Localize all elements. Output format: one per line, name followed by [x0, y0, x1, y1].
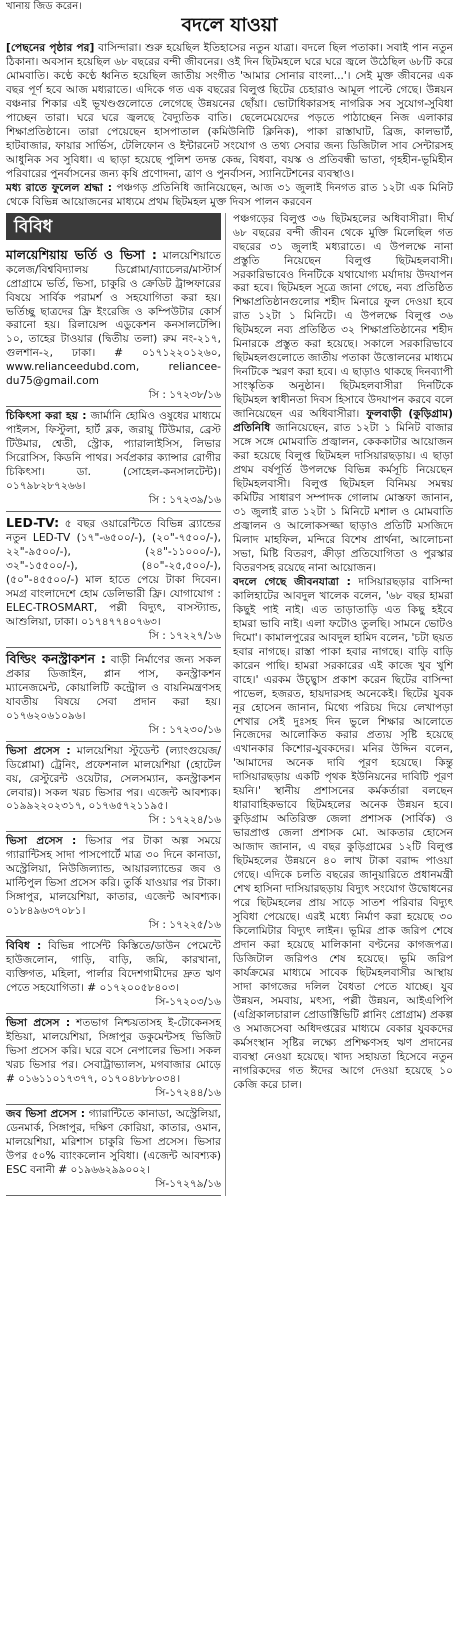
continued-tag: [পেছনের পৃষ্ঠার পর] — [6, 42, 95, 54]
article-lead — [6, 42, 453, 210]
classified-ad-title: বিবিধ : — [6, 940, 42, 953]
article-text-3: দাসিয়ারছড়ার বাসিন্দা কালিহাটের আবদুল খালেক বলেন, '৬৮ বছর হামরা কিছুই পাই নাই। এত তাড়াতাড়ি এত কিছু হইবে হামরা ভাবি নাই। এলা ফটোও তুলছি। সামনে ভোটও দিমো'। কামালপুরের আবদুল হামিদ বলেন, 'চটা ছয়ত হবার নাগছে। রাস্তা পাকা হবার নাগছে। বাড়ি বাড়ি কারেন পাছি। হামরা সরকারের এই কাজে খুব খুশি বাহে।' এরকম উচ্ছ্বাস প্রকাশ করেন ছিটের বাসিন্দা পাভেল, হজরত, হায়দারসহ অনেকেই। ছিটের যুবক নূর হোসেন জানান, মিথ্যে পরিচয় দিয়ে লেখাপড়া শেখার সেই দুঃসহ দিন ভুলে শিক্ষার আলোতে নিজেদের আলোকিত করার প্রত্যয় সৃষ্টি হয়েছে এখানকার কিশোর-যুবকদের। মনির উদ্দিন বলেন, 'আমাদের অনেক দাবি পূরণ হয়েছে। কিন্তু দাসিয়ারছড়ায় একটি পৃথক ইউনিয়নের দাবিটি পূরণ হয়নি।' স্থানীয় প্রশাসনের কর্মকর্তারা বলছেন ধারাবাহিকভাবে ছিটমহলের অনেক উন্নয়ন হবে। কুড়িগ্রাম অতিরিক্ত জেলা প্রশাসক (সার্বিক) ও ভারপ্রাপ্ত জেলা প্রশাসক মো. আকতার হোসেন আজাদ জানান, এ বছর কুড়িগ্রামের ১২টি বিলুপ্ত ছিটমহলের উন্নয়নে ৪০ লাখ টাকা বরাদ্দ পাওয়া গেছে। এদিকে চলতি বছরের জানুয়ারিতে প্রধানমন্ত্রী শেখ হাসিনা দাসিয়ারছড়ায় বিদ্যুৎ সংযোগ উদ্বোধনের পরে ছিটমহলের প্রায় সাড়ে সাতশ পরিবার বিদ্যুৎ সুবিধা পেয়েছে। এরই মধ্যে নির্মাণ করা হয়েছে ৩০ কিলোমিটার বিদ্যুৎ লাইন। ভূমির প্রাক জরিপ শেষে প্রদান করা হয়েছে মালিকানা বণ্টনের কাগজপত্র। ডিজিটাল জরিপও শেষ হয়েছে। ভূমি জরিপ কার্যক্রমের মাধ্যমে সাবেক ছিটমহলবাসীর আস্থায় সাদা কাগজের দলিল বৈধতা পেতে যাচ্ছে। যুব উন্নয়ন, সমবায়, মৎস্য, পল্লী উন্নয়ন, আইএপিপি (এগ্রিকালচারাল প্রোডাক্টিভিটি প্লানিং প্রোগ্রাম) প্রকল্প ও সমাজসেবা অধিদপ্তরের মাধ্যমে বেকার যুবকদের কর্মসংস্থান সৃষ্টির লক্ষ্যে প্রশিক্ষণসহ ঋণ প্রদানের ব্যবস্থা নেওয়া হয়েছে। খাদ্য সহায়তা হিসেবে নতুন নাগরিকদের গত ঈদের আগে দেওয়া হয়েছে ১০ কেজি করে চাল। — [233, 575, 453, 1091]
lead-text: বাসিন্দারা। শুরু হয়েছিল ইতিহাসের নতুন যাত্রা। বদলে ছিল পতাকা। সবাই পান নতুন ঠিকানা। অবসান হয়েছিল ৬৮ বছরের বন্দী জীবনের। ওই দিন ছিটমহলে ঘরে ঘরে জ্বলে উঠেছিল ৬৮টি করে মোমবাতি। কণ্ঠে কণ্ঠে ধ্বনিত হয়েছিল জাতীয় সংগীত 'আমার সোনার বাংলা...'। সেই মুক্ত জীবনের এক বছর পূর্ণ হবে আজ মধ্যরাতে। এদিকে গত এক বছরের বিলুপ্ত ছিটের চেহারাও আমূল পাল্টে গেছে। উন্নয়ন বঞ্চনার শিকার এই ভূখণ্ডগুলোতে লেগেছে উন্নয়নের ছোঁয়া। ভোটাধিকারসহ নাগরিক সব সুযোগ-সুবিধা পাচ্ছেন তারা। ঘরে ঘরে জ্বলছে বৈদ্যুতিক বাতি। ছেলেমেয়েদের পড়তে পাঠাচ্ছেন নিজ এলাকার শিক্ষাপ্রতিষ্ঠানে। তারা পেয়েছেন হাসপাতাল (কমিউনিটি ক্লিনিক), পাকা রাস্তাঘাট, ব্রিজ, কালভার্ট, হাটবাজার, ফায়ার সার্ভিস, টেলিফোন ও ইন্টারনেট সংযোগ ও তথ্য সেবার জন্য ডিজিটাল সাব সেন্টারসহ আধুনিক সব সুবিধা। এ ছাড়া হয়েছে পুলিশ তদন্ত কেন্দ্র, বিধবা, বয়স্ক ও প্রতিবন্ধী ভাতা, গৃহহীন-ভূমিহীন পরিবারের পুনর্বাসনের জন্য কৃষি প্রণোদনা, ত্রাণ ও পুনর্বাসন, স্যানিটেশনের ব্যবস্থাও। — [6, 42, 453, 180]
classifieds-column — [6, 213, 226, 1196]
classified-ad-title: LED-TV: — [6, 515, 60, 531]
classified-ad-ref: সি : ১৭২২৭/১৬ — [148, 629, 221, 642]
midnight-paragraph — [6, 182, 453, 210]
classified-ad — [6, 937, 221, 1014]
classified-ad — [6, 407, 221, 512]
article-text-1: পঞ্চগড়ের বিলুপ্ত ৩৬ ছিটমহলের অধিবাসীরা। দীর্ঘ ৬৮ বছরের বন্দী জীবন থেকে মুক্তি মিলেছিল গত বছরের ৩১ জুলাই মধ্যরাতে। এ উপলক্ষে নানা প্রস্তুতি নিয়েছেন বিলুপ্ত ছিটমহলবাসী। সরকারিভাবেও দিনটিকে যথাযোগ্য মর্যাদায় উদযাপন করা হবে। ছিটমহল সূত্রে জানা গেছে, নব্য প্রতিষ্ঠিত শিক্ষাপ্রতিষ্ঠানগুলোর শহীদ মিনারে ফুল দেওয়া হবে রাত ১২টা ১ মিনিটে। এ উপলক্ষে বিলুপ্ত ৩৬ ছিটমহলে নব্য প্রতিষ্ঠিত ৩২ শিক্ষাপ্রতিষ্ঠানের শহীদ মিনারকে প্রস্তুত করা হয়েছে। সকালে সরকারিভাবে ছিটমহলগুলোতে জাতীয় পতাকা উত্তোলনের মাধ্যমে দিনটিকে স্মরণ করা হবে। এ ছাড়াও থাকছে দিনব্যাপী সাংস্কৃতিক অনুষ্ঠান। ছিটমহলবাসীরা দিনটিকে ছিটমহল স্বাধীনতা দিবস হিসাবে উদযাপন করবে বলে জানিয়েছেন এর অধিবাসীরা। — [233, 212, 453, 421]
classified-ad-title: ভিসা প্রসেস : — [6, 1017, 71, 1030]
classified-ad-body: মালয়েশিয়াতে কলেজ/বিশ্ববিদ্যালয় ডিপ্লোমা/ব্যাচেলর/মাস্টার্স প্রোগ্রামে ভর্তি, ভিসা, চাকুরি ও ক্রেডিট ট্রান্সফারের বিষয়ে সার্বিক পরামর্শ ও সহযোগিতা করা হয়। ভর্তিচ্ছু ছাত্রদের ফ্রি ইংরেজি ও কম্পিউটার কোর্স করানো হয়। রিলায়েন্স এডুকেশন কনসালটেন্সি। ১০, তাহের টাওয়ার (দ্বিতীয় তলা) রুম নং-২১৭, গুলশান-২, ঢাকা। # ০১৭১২২০১২৬০, www.relianceedubd.com, reliancee-du75@gmail.com — [6, 249, 222, 388]
classified-ad-ref: সি : ১৭২২৫/১৬ — [148, 919, 221, 932]
classified-ad-ref: সি : ১৭২২৪/১৬ — [148, 814, 221, 827]
midnight-text: পঞ্চগড় প্রতিনিধি জানিয়েছেন, আজ ৩১ জুলাই দিনগত রাত ১২টা এক মিনিট থেকে বিভিন্ন আয়োজনের মাধ্যমে প্রথম ছিটমহল মুক্ত দিবস পালন করবেন — [6, 181, 453, 208]
life-subhead: বদলে গেছে জীবনযাত্রা : — [233, 575, 351, 588]
classified-ad-title: জব ভিসা প্রসেস : — [6, 1107, 85, 1120]
classified-ad — [6, 648, 221, 742]
classified-ad — [6, 742, 221, 833]
classified-ad-title: ভিসা প্রসেস : — [6, 835, 77, 848]
classified-ad-body: জার্মানি হোমিও ওষুধের মাধ্যমে পাইলস, ফিস্টুলা, হার্ট ব্লক, জরায়ু টিউমার, ব্রেস্ট টিউমার, শ্বেতী, স্ট্রোক, প্যারালাইসিস, লিভার সিরোসিস, কিডনি পাথর। সর্বপ্রকার ক্যান্সার রোগীর চিকিৎসা। ডা. (সোহেল-কনসালটেন্ট)। ০১৭৯৮২৮৭২৬৬। — [6, 410, 221, 493]
article-paragraph-2 — [233, 576, 453, 1093]
classified-ad-ref: সি-১৭২৭৯/১৬ — [155, 1177, 221, 1190]
classified-ad-body: ভিসার পর টাকা অল্প সময়ে গ্যারান্টিসহ সাদা পাসপোর্টে মাত্র ৩০ দিনে কানাডা, অস্ট্রেলিয়া, নিউজিল্যান্ড, আয়ারল্যান্ডের জব ও মাল্টিপুল ভিসা প্রসেস করি। তুর্কি যাওয়ার পর টাকা। সিঙ্গাপুর, মালয়েশিয়া, কাতার, এজেন্ট আবশ্যক। ০১৮৪৯৬৩৭০৮১। — [6, 835, 221, 918]
classified-ad — [6, 1105, 221, 1196]
phulbari-subhead: ফুলবাড়ী (কুড়িগ্রাম) প্রতিনিধি — [233, 408, 453, 435]
midnight-subhead: মধ্য রাতে ফুলেল শ্রদ্ধা : — [6, 181, 112, 194]
article-text-2: জানিয়েছেন, রাত ১২টা ১ মিনিট বাজার সঙ্গে সঙ্গে মোমবাতি প্রজ্বালন, কেককাটার আয়োজন করা হয়েছে বিলুপ্ত ছিটমহল দাসিয়ারছড়ায়। এ ছাড়া প্রথম বর্ষপূর্তি উপলক্ষে বিভিন্ন কর্মসূচি নিয়েছেন ছিটমহলবাসী। বিলুপ্ত ছিটমহল বিনিময় সমন্বয় কমিটির সাধারণ সম্পাদক গোলাম মোস্তফা জানান, ৩১ জুলাই রাত ১২টা ১ মিনিটে মশাল ও মোমবাতি প্রজ্বালন ও আলোকসজ্জা ছাড়াও প্রতিটি মসজিদে মিলাদ মাহফিল, মন্দিরে বিশেষ প্রার্থনা, আলোচনা সভা, মিষ্টি বিতরণ, ক্রীড়া প্রতিযোগিতা ও পুরস্কার বিতরণসহ রয়েছে নানা আয়োজন। — [233, 422, 453, 574]
classified-ad — [6, 832, 221, 937]
classified-ad-body: মালয়েশিয়া স্টুডেন্ট (ল্যাংগুয়েজ/ডিপ্লোমা) ট্রেনিং, প্রফেশনাল মালয়েশিয়া (হোটেল বয়, রেস্টুরেন্ট ওয়েটার, সেলসম্যান, কনস্ট্রাকশন লেবার)। সকল খরচ ভিসার পর। এজেন্ট আবশ্যক। ০১৯৯২২০২৩১৭, ০১৭৬৫৭২১১৯৫। — [6, 744, 221, 813]
lead-paragraph — [6, 42, 453, 182]
classified-ad-ref: সি : ১৭২৩৮/১৬ — [148, 389, 221, 402]
classified-ads-list — [6, 244, 221, 1196]
classified-ad — [6, 512, 221, 648]
classified-ad-title: ভিসা প্রসেস : — [6, 744, 71, 757]
classified-ad — [6, 1014, 221, 1105]
classified-ad-ref: সি : ১৭২৩০/১৬ — [148, 723, 221, 736]
classified-ad-body: বিভিন্ন পার্সেন্ট কিস্তিতে/ডাউন পেমেন্টে হাউজলোন, গাড়ি, বাড়ি, জমি, কারখানা, ব্যক্তিগত, মহিলা, পার্লার বিদেশগামীদের দ্রুত ঋণ পেতে সহযোগিতা। # ০১৭২০০৫৮৪০৩। — [6, 940, 221, 995]
classified-ad-ref: সি-১৭২৪৪/১৬ — [155, 1086, 221, 1099]
classified-ad-body: ৫ বছর ওয়ারেন্টিতে বিভিন্ন ব্র্যান্ডের নতুন LED-TV (১৭"-৬৫০০/-), (২০"-৭৫০০/-), ২২"-৯৫০০/-), (২৪"-১১০০০/-), ৩২"-১৫৫০০/-), (৪০"-২৫,৫০০/-), (৫০"-৪৫৫০০/-) মাল হাতে পেয়ে টাকা দিবেন। সমগ্র বাংলাদেশে হোম ডেলিভারী ফ্রি। যোগাযোগ : ELEC-TROSMART, পল্লী বিদ্যুৎ, বাসস্ট্যান্ড, আশুলিয়া, ঢাকা। ০১৭৪৭৭৪০৭৬৩। — [6, 518, 221, 628]
two-column-area — [6, 213, 453, 1196]
previous-article-fragment: খানায় জিড করেন। — [6, 1, 82, 12]
classified-ad-body: শতভাগ নিশ্চয়তাসহ ই-টোকেনসহ ইন্ডিয়া, মালয়েশিয়া, সিঙ্গাপুর ডকুমেন্টসহ ভিজিট ভিসা প্রসেস করি। ঘরে বসে নেপালের ভিসা। সকল খরচ ভিসার পর। সেবাট্রাভ্যালস, মগবাজার মোড়ে # ০১৬১১০১৭৩৭৭, ০১৭০৪৮৮৮০৩৪। — [6, 1017, 221, 1085]
classified-ad — [6, 244, 221, 408]
classified-ad-ref: সি : ১৭২৩৯/১৬ — [148, 494, 221, 507]
classifieds-section-title: বিবিধ — [6, 213, 221, 240]
article-paragraph-1 — [233, 213, 453, 576]
classified-ad-body: বাড়ী নির্মাণের জন্য সকল প্রকার ডিজাইন, প্লান পাস, কনস্ট্রাকশন ম্যানেজমেন্ট, কোয়ালিটি কন্ট্রোল ও বায়নিমন্ত্রণসহ যাবতীয় বিষয়ে সেবা প্রদান করা হয়। ০১৭৬২০৬১০৯৬। — [6, 653, 221, 722]
classified-ad-title: বিল্ডিং কনস্ট্রাকশন : — [6, 650, 106, 666]
classified-ad-title: চিকিৎসা করা হয় : — [6, 410, 87, 423]
classified-ad-title: মালয়েশিয়ায় ভর্তি ও ভিসা : — [6, 246, 157, 262]
classified-ad-body: গ্যারান্টিতে কানাডা, অস্ট্রেলিয়া, ডেনমার্ক, সিঙ্গাপুর, দক্ষিণ কোরিয়া, কাতার, ওমান, মালয়েশিয়া, মরিশাস চাকুরি ভিসা প্রসেস। ভিসার উপর ৫০% ব্যাংকলোন সুবিধা। (এজেন্ট আবশ্যক) ESC বনানী # ০১৯৬৬২৯৯০০২। — [6, 1107, 221, 1176]
classified-ad-ref: সি-১৭২০৩/১৬ — [155, 996, 221, 1009]
article-headline: বদলে যাওয়া — [181, 14, 278, 36]
article-continuation — [233, 213, 453, 1196]
